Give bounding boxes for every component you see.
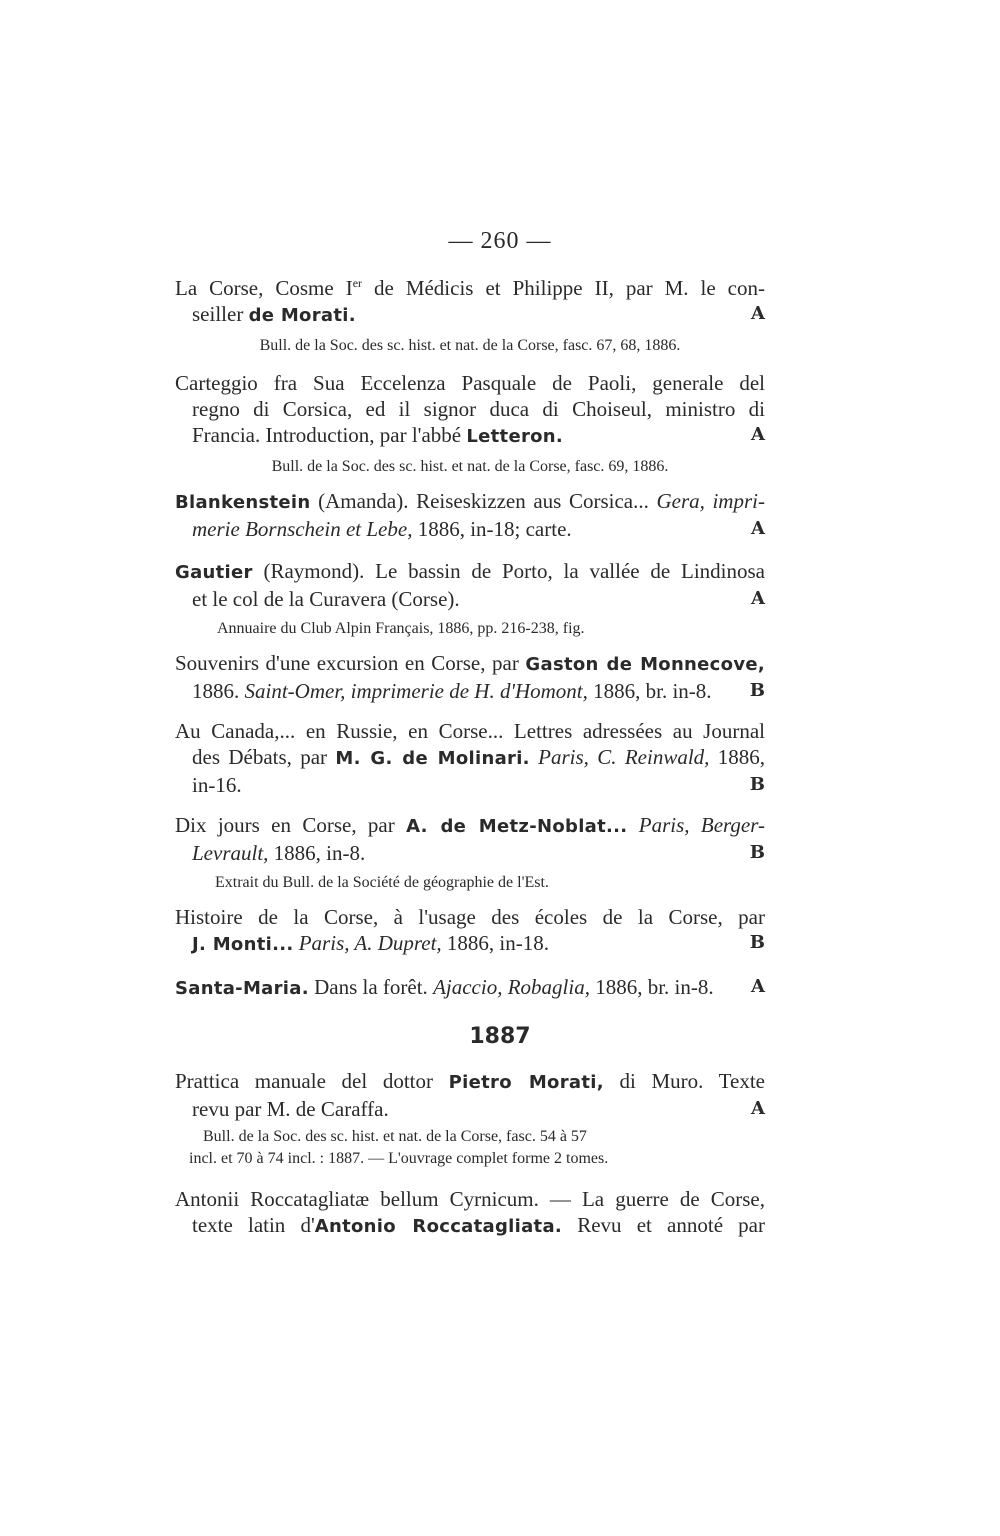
author-name: A. de Metz-Noblat... [406, 816, 628, 837]
entry-line [175, 840, 765, 866]
entry-text: 1886, in-18; carte. [412, 517, 572, 541]
bibliography-entry [175, 650, 765, 704]
author-name: J. Monti... [192, 934, 294, 955]
entry-note: Bull. de la Soc. des sc. hist. et nat. de la Corse, fasc. 67, 68, 1886. [259, 337, 681, 354]
entry-note: incl. et 70 à 74 incl. : 1887. — L'ouvrage complet forme 2 tomes. [189, 1150, 609, 1167]
rating-mark: A [751, 424, 765, 445]
entry-text: Dix jours en Corse, par [175, 813, 407, 837]
bibliography-entry [175, 904, 765, 958]
publisher-text: Saint-Omer, imprimerie de H. d'Homont, [244, 679, 588, 703]
publisher-text: Gera, impri- [656, 489, 765, 513]
entry-line: Antonii Roccatagliatæ bellum Cyrnicum. — La guerre de Corse, [175, 1187, 765, 1211]
entry-text: 1886, [709, 745, 766, 769]
entry-line [175, 812, 765, 840]
bibliography-entry [175, 718, 765, 798]
author-name: Gaston de Monnecove, [525, 654, 765, 675]
bibliography-entry [175, 1068, 765, 1170]
rating-mark: B [749, 842, 765, 863]
entry-text: revu par M. de Caraffa. [192, 1097, 389, 1121]
rating-mark: A [751, 303, 765, 324]
publisher-text: Paris, A. Dupret, [293, 931, 442, 955]
entry-text: Dans la forêt. [308, 975, 434, 999]
publisher-text: Levrault, [192, 841, 269, 865]
entry-line [175, 1096, 765, 1122]
year-heading: 1887 [469, 1024, 531, 1049]
bibliography-entry [175, 812, 765, 894]
author-name: Pietro Morati, [448, 1072, 604, 1093]
entry-line [175, 422, 765, 450]
entry-line [175, 558, 765, 586]
rating-mark: A [751, 518, 765, 539]
author-name: Blankenstein [175, 492, 311, 513]
entry-text: 1886. [192, 679, 245, 703]
publisher-text: Paris, Berger- [627, 813, 765, 837]
entry-text: 1886, in-8. [268, 841, 366, 865]
entry-line: regno di Corsica, ed il signor duca di Choiseul, ministro di [192, 397, 765, 421]
entry-text: Souvenirs d'une excursion en Corse, par [175, 651, 526, 675]
author-name: de Morati. [248, 305, 356, 326]
entry-line [175, 516, 765, 542]
entry-note: Bull. de la Soc. des sc. hist. et nat. de la Corse, fasc. 54 à 57 [203, 1128, 587, 1145]
entry-text: 1886, br. in-8. [587, 679, 712, 703]
rating-mark: A [751, 976, 765, 997]
entry-text: texte latin d' [192, 1213, 315, 1237]
publisher-text: merie Bornschein et Lebe, [192, 517, 413, 541]
entry-line [175, 678, 765, 704]
entry-line [175, 650, 765, 678]
entry-line [175, 974, 765, 1002]
rating-mark: B [749, 680, 765, 701]
entry-line: Carteggio fra Sua Eccelenza Pasquale de Paoli, generale del [175, 371, 765, 395]
bibliography-entry [175, 558, 765, 640]
entry-line [175, 1068, 765, 1096]
author-name: Gautier [175, 562, 253, 583]
publisher-text: Paris, C. Reinwald, [529, 745, 710, 769]
author-name: Santa-Maria. [175, 978, 309, 999]
entry-text: Revu et annoté par [562, 1213, 765, 1237]
entry-note: Annuaire du Club Alpin Français, 1886, pp. 216-238, fig. [217, 620, 585, 637]
entry-text: seiller [192, 302, 249, 326]
entry-line [175, 488, 765, 516]
entry-line [175, 586, 765, 612]
entry-line [175, 270, 765, 301]
entry-text: et le col de la Curavera (Corse). [192, 587, 460, 611]
page-number: — 260 — [448, 228, 552, 254]
entry-text: (Amanda). Reiseskizzen aus Corsica... [310, 489, 657, 513]
author-name: Antonio Roccatagliata. [314, 1216, 563, 1237]
entry-text: 1886, br. in-8. [589, 975, 714, 999]
entry-text: di Muro. Texte [603, 1069, 765, 1093]
entry-text: in-16. [192, 773, 242, 797]
entry-text: Prattica manuale del dottor [175, 1069, 449, 1093]
bibliography-entry [175, 370, 765, 478]
entry-line: Histoire de la Corse, à l'usage des écoles de la Corse, par [175, 905, 765, 929]
entry-text: (Raymond). Le bassin de Porto, la vallée de Lindinosa [252, 559, 765, 583]
entry-text: des Débats, par [192, 745, 336, 769]
rating-mark: B [749, 932, 765, 953]
entry-line [175, 1212, 765, 1240]
rating-mark: A [751, 588, 765, 609]
superscript: er [352, 276, 363, 290]
bibliography-entry [175, 488, 765, 542]
rating-mark: A [751, 1098, 765, 1119]
bibliography-entry [175, 1186, 765, 1240]
author-name: Letteron. [466, 426, 564, 447]
entry-text: Francia. Introduction, par l'abbé [192, 423, 467, 447]
bibliography-entry [175, 974, 765, 1002]
publisher-text: Ajaccio, Robaglia, [433, 975, 590, 999]
rating-mark: B [749, 774, 765, 795]
author-name: M. G. de Molinari. [335, 748, 530, 769]
entry-text: de Médicis et Philippe II, par M. le con- [362, 276, 765, 300]
entry-line [175, 301, 765, 329]
entry-line [175, 930, 765, 958]
entry-line: Au Canada,... en Russie, en Corse... Lettres adressées au Journal [175, 719, 765, 743]
entry-line [175, 744, 765, 772]
entry-text: 1886, in-18. [441, 931, 549, 955]
entry-note: Extrait du Bull. de la Société de géographie de l'Est. [215, 874, 549, 891]
entry-note: Bull. de la Soc. des sc. hist. et nat. de la Corse, fasc. 69, 1886. [271, 458, 669, 475]
entry-text: La Corse, Cosme I [175, 276, 353, 300]
entry-line [175, 772, 765, 798]
bibliography-entry [175, 270, 765, 357]
